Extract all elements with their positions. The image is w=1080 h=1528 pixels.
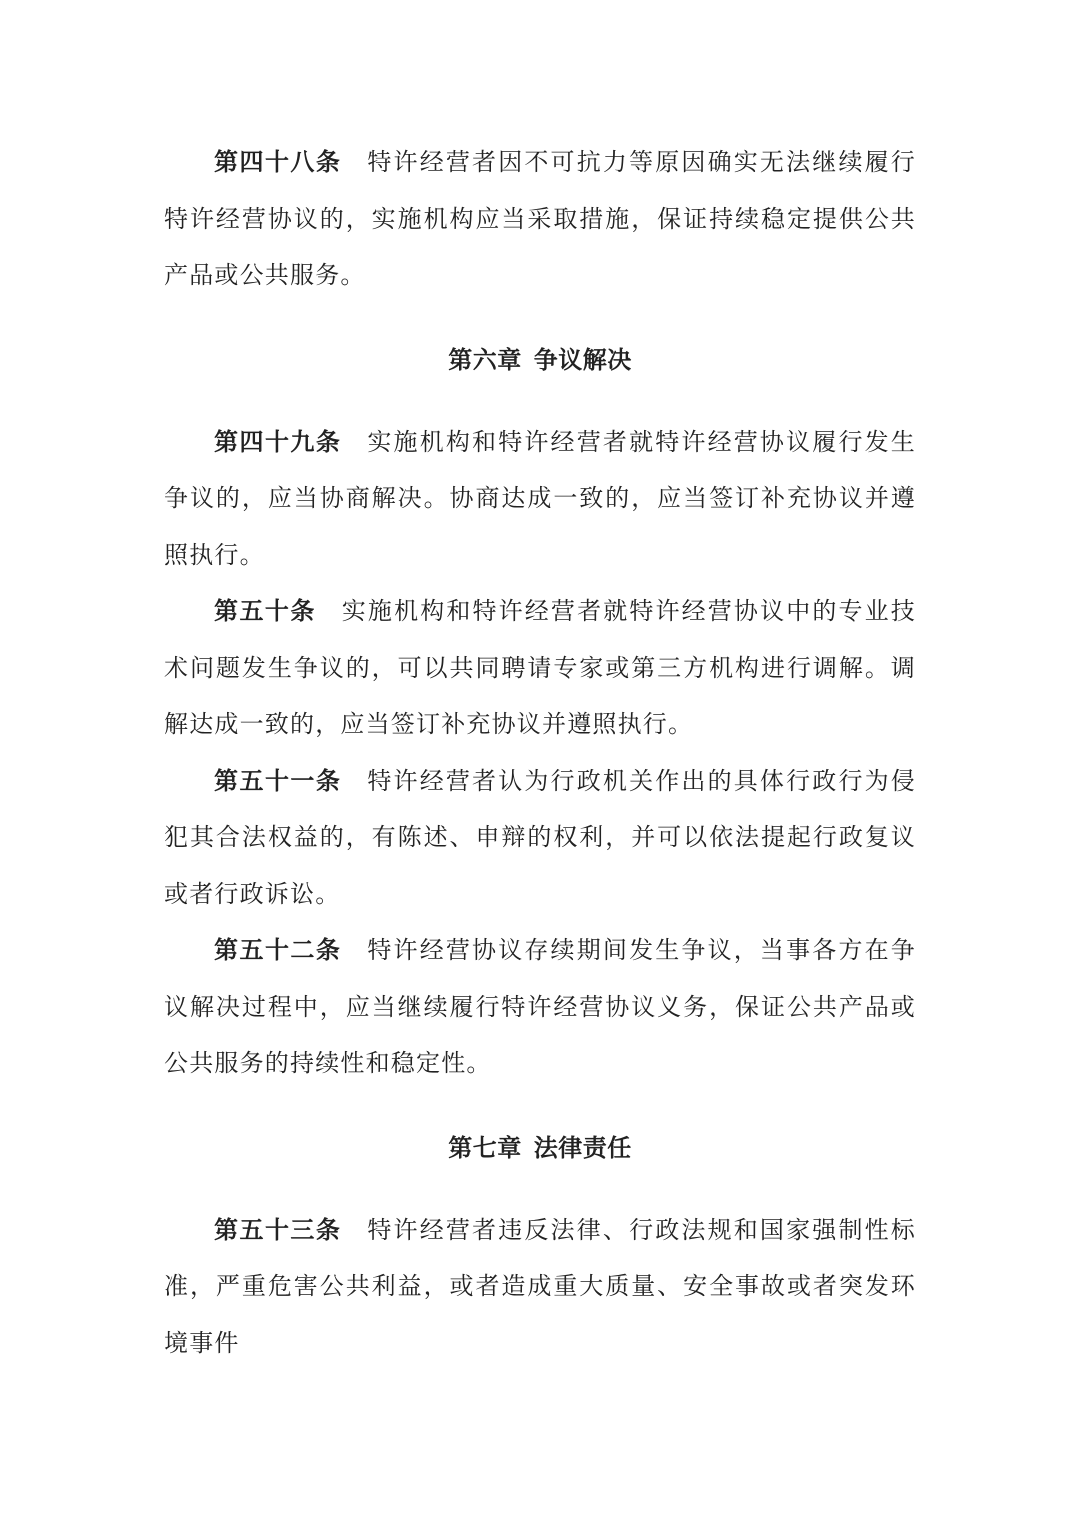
article-text: 实施机构和特许经营者就特许经营协议履行发生争议的，应当协商解决。协商达成一致的，应当签订补充协议并遵照执行。 <box>164 427 916 569</box>
document-page <box>164 134 916 1371</box>
article-label: 第五十条 <box>214 597 316 625</box>
article-text: 特许经营者认为行政机关作出的具体行政行为侵犯其合法权益的，有陈述、申辩的权利，并可以依法提起行政复议或者行政诉讼。 <box>164 766 916 908</box>
article-53 <box>164 1202 916 1372</box>
chapter-title: 争议解决 <box>533 345 632 374</box>
article-48 <box>164 134 916 304</box>
chapter-title: 法律责任 <box>533 1133 632 1162</box>
article-label: 第四十九条 <box>214 427 342 456</box>
chapter-number: 第六章 <box>448 345 522 374</box>
chapter-6-heading <box>164 332 916 388</box>
article-label: 第四十八条 <box>214 148 342 176</box>
article-text: 特许经营者因不可抗力等原因确实无法继续履行特许经营协议的，实施机构应当采取措施，保证持续稳定提供公共产品或公共服务。 <box>164 148 916 289</box>
article-label: 第五十二条 <box>214 936 342 964</box>
chapter-number: 第七章 <box>448 1133 522 1162</box>
article-text: 特许经营协议存续期间发生争议，当事各方在争议解决过程中，应当继续履行特许经营协议义务，保证公共产品或公共服务的持续性和稳定性。 <box>164 936 916 1077</box>
article-51 <box>164 753 916 923</box>
article-49 <box>164 414 916 584</box>
article-50 <box>164 583 916 753</box>
article-52 <box>164 922 916 1092</box>
article-text: 实施机构和特许经营者就特许经营协议中的专业技术问题发生争议的，可以共同聘请专家或第三方机构进行调解。调解达成一致的，应当签订补充协议并遵照执行。 <box>164 597 916 738</box>
article-text: 特许经营者违反法律、行政法规和国家强制性标准，严重危害公共利益，或者造成重大质量、安全事故或者突发环境事件 <box>164 1215 916 1357</box>
article-label: 第五十三条 <box>214 1215 342 1244</box>
article-label: 第五十一条 <box>214 766 342 795</box>
chapter-7-heading <box>164 1120 916 1176</box>
